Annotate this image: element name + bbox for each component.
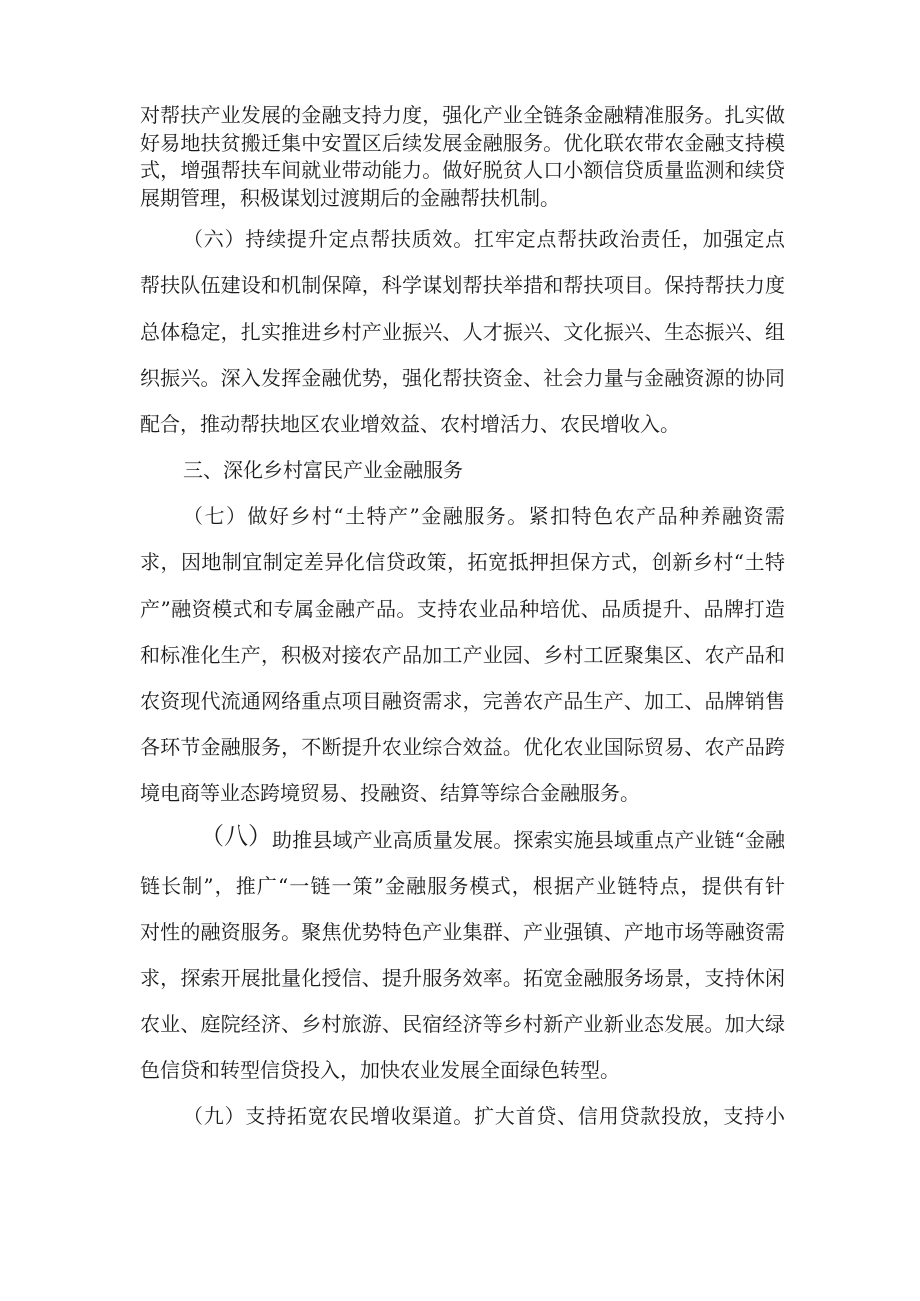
paragraph-line: 农业、庭院经济、乡村旅游、民宿经济等乡村新产业新业态发展。加大绿 [140, 1012, 785, 1036]
prefix-text: （八） [200, 822, 272, 850]
paragraph-line: 好易地扶贫搬迁集中安置区后续发展金融服务。优化联农带农金融支持模 [140, 131, 785, 155]
paragraph-line: 求，因地制宜制定差异化信贷政策，拓宽抵押担保方式，创新乡村“土特 [140, 550, 785, 574]
paragraph-line: 求，探索开展批量化授信、提升服务效率。拓宽金融服务场景，支持休闲 [140, 966, 785, 990]
paragraph-line: 助推县域产业高质量发展。探索实施县域重点产业链“金融 [272, 828, 785, 852]
paragraph-line: 色信贷和转型信贷投入，加快农业发展全面绿色转型。 [140, 1058, 620, 1082]
paragraph-line: （六）持续提升定点帮扶质效。扛牢定点帮扶政治责任，加强定点 [183, 227, 785, 251]
paragraph-line: （七）做好乡村“土特产”金融服务。紧扣特色农产品种养融资需 [183, 504, 785, 528]
paragraph-line: 境电商等业态跨境贸易、投融资、结算等综合金融服务。 [140, 781, 640, 805]
paragraph-line: 帮扶队伍建设和机制保障，科学谋划帮扶举措和帮扶项目。保持帮扶力度 [140, 273, 785, 297]
paragraph-prefix [200, 822, 272, 851]
paragraph-line: 链长制”，推广“一链一策”金融服务模式，根据产业链特点，提供有针 [140, 874, 785, 898]
paragraph-line: 配合，推动帮扶地区农业增效益、农村增活力、农民增收入。 [140, 412, 680, 436]
paragraph-line: 织振兴。深入发挥金融优势，强化帮扶资金、社会力量与金融资源的协同 [140, 366, 785, 390]
paragraph-line: 各环节金融服务，不断提升农业综合效益。优化农业国际贸易、农产品跨 [140, 735, 785, 759]
paragraph-line: 农资现代流通网络重点项目融资需求，完善农产品生产、加工、品牌销售 [140, 689, 785, 713]
paragraph-line: 和标准化生产，积极对接农产品加工产业园、乡村工匠聚集区、农产品和 [140, 643, 785, 667]
paragraph-line: 式，增强帮扶车间就业带动能力。做好脱贫人口小额信贷质量监测和续贷 [140, 158, 785, 182]
section-heading: 三、深化乡村富民产业金融服务 [183, 458, 463, 482]
paragraph-line: 总体稳定，扎实推进乡村产业振兴、人才振兴、文化振兴、生态振兴、组 [140, 320, 785, 344]
paragraph-line: 对帮扶产业发展的金融支持力度，强化产业全链条金融精准服务。扎实做 [140, 103, 785, 127]
paragraph-line: 展期管理，积极谋划过渡期后的金融帮扶机制。 [140, 186, 560, 210]
paragraph-line: （九）支持拓宽农民增收渠道。扩大首贷、信用贷款投放，支持小 [183, 1104, 785, 1128]
paragraph-line: 对性的融资服务。聚焦优势特色产业集群、产业强镇、产地市场等融资需 [140, 920, 785, 944]
paragraph-line: 产”融资模式和专属金融产品。支持农业品种培优、品质提升、品牌打造 [140, 597, 785, 621]
